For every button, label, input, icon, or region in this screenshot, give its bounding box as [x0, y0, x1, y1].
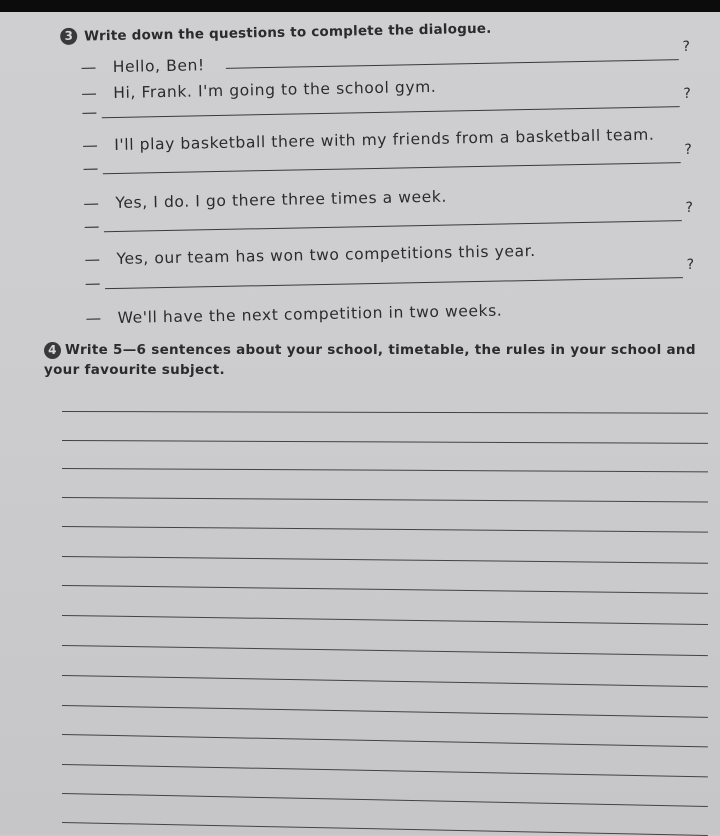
dialogue-question-blank-2: — ?: [82, 141, 693, 178]
exercise-3: [60, 14, 716, 326]
question-mark: ?: [685, 199, 694, 217]
writing-line[interactable]: [62, 615, 708, 625]
answer-line[interactable]: [103, 162, 681, 174]
writing-line[interactable]: [62, 497, 708, 503]
exercise-4-heading: [44, 340, 709, 380]
answer-line[interactable]: [102, 106, 680, 118]
answer-line[interactable]: [104, 220, 682, 232]
dialogue-line-6: — We'll have the next competition in two weeks.: [85, 301, 503, 328]
writing-line[interactable]: [62, 440, 708, 444]
dialogue-text: Yes, I do. I go there three times a week.: [115, 187, 448, 212]
writing-line[interactable]: [62, 764, 708, 777]
writing-line[interactable]: [62, 734, 708, 747]
exercise-3-number-badge: 3: [60, 28, 77, 45]
dialogue-line-1: — Hello, Ben! ?: [80, 38, 691, 77]
question-mark: ?: [686, 256, 695, 274]
dialogue-text: Hello, Ben!: [112, 56, 205, 76]
exercise-3-title: Write down the questions to complete the dialogue.: [84, 20, 492, 45]
exercise-3-heading: [60, 18, 492, 45]
writing-line[interactable]: [62, 468, 708, 472]
writing-line[interactable]: [62, 411, 708, 414]
question-mark: ?: [684, 141, 693, 159]
dialogue-line-2: — Hi, Frank. I'm going to the school gym.: [81, 77, 437, 103]
dialogue-line-5: — Yes, our team has won two competitions this year.: [84, 241, 536, 269]
writing-line[interactable]: [62, 585, 708, 594]
writing-line[interactable]: [62, 793, 708, 807]
writing-line[interactable]: [62, 556, 708, 564]
question-mark: ?: [682, 38, 691, 56]
workbook-page: [0, 12, 720, 834]
exercise-4-title: Write 5—6 sentences about your school, timetable, the rules in your school and your favourite subject.: [44, 342, 696, 378]
writing-line[interactable]: [62, 705, 708, 718]
dialogue-text: I'll play basketball there with my friends from a basketball team.: [114, 125, 655, 154]
answer-line[interactable]: [105, 277, 683, 289]
dialogue-text: Yes, our team has won two competitions this year.: [116, 241, 536, 268]
dialogue-question-blank-4: — ?: [84, 256, 695, 293]
top-dark-border: [0, 0, 720, 12]
dialogue-line-4: — Yes, I do. I go there three times a week.: [83, 187, 448, 213]
writing-line[interactable]: [62, 645, 708, 656]
dialogue-text: We'll have the next competition in two weeks.: [117, 301, 503, 327]
question-mark: ?: [683, 85, 692, 103]
dialogue-text: Hi, Frank. I'm going to the school gym.: [113, 77, 437, 102]
dialogue-line-3: — I'll play basketball there with my friends from a basketball team.: [82, 125, 655, 155]
dialogue-question-blank-1: — ?: [81, 85, 692, 122]
writing-line[interactable]: [62, 675, 708, 687]
writing-line[interactable]: [62, 526, 708, 533]
dialogue-question-blank-3: — ?: [83, 199, 694, 236]
exercise-4-number-badge: 4: [44, 342, 61, 359]
answer-line[interactable]: [226, 59, 679, 69]
